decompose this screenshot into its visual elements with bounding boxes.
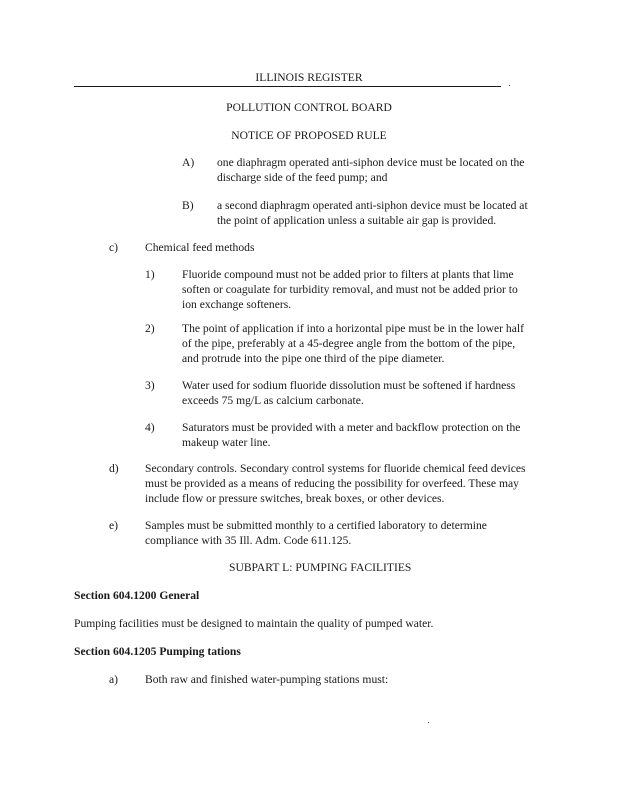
- item-c2-line-3: and protrude into the pipe one third of the pipe diameter.: [182, 352, 445, 365]
- item-c1-line-2: soften or coagulate for turbidity removal, and must not be added prior to: [182, 283, 518, 296]
- item-d-line-3: include flow or pressure switches, break boxes, or other devices.: [145, 492, 445, 505]
- section-1205-a-text: Both raw and finished water-pumping stations must:: [145, 673, 389, 686]
- scan-speck: [509, 85, 510, 86]
- item-c1-line-3: ion exchange softeners.: [182, 298, 292, 311]
- section-1205-a-label: a): [109, 673, 119, 686]
- item-c4-line-2: makeup water line.: [182, 436, 271, 449]
- item-b-line-1: a second diaphragm operated anti-siphon device must be located at: [217, 199, 528, 212]
- register-title: ILLINOIS REGISTER: [255, 71, 363, 84]
- item-a-line-1: one diaphragm operated anti-siphon device must be located on the: [217, 156, 525, 169]
- item-e-label: e): [109, 519, 119, 532]
- item-b-line-2: the point of application unless a suitable air gap is provided.: [217, 214, 497, 227]
- subpart-heading: SUBPART L: PUMPING FACILITIES: [229, 561, 412, 574]
- item-c3-line-1: Water used for sodium fluoride dissolution must be softened if hardness: [182, 379, 516, 392]
- item-c3-label: 3): [145, 379, 155, 392]
- item-c1-label: 1): [145, 268, 155, 281]
- item-c4-line-1: Saturators must be provided with a meter and backflow protection on the: [182, 421, 521, 434]
- item-a-line-2: discharge side of the feed pump; and: [217, 171, 388, 184]
- header-rule: [74, 86, 501, 87]
- scan-speck: [428, 722, 429, 723]
- notice-title: NOTICE OF PROPOSED RULE: [231, 129, 387, 142]
- item-c-text: Chemical feed methods: [145, 241, 255, 254]
- item-c1-line-1: Fluoride compound must not be added prior to filters at plants that lime: [182, 268, 514, 281]
- item-c2-line-2: of the pipe, preferably at a 45-degree angle from the bottom of the pipe,: [182, 337, 516, 350]
- item-d-line-2: must be provided as a means of reducing the possibility for overfeed. These may: [145, 477, 519, 490]
- section-1205-heading: Section 604.1205 Pumping tations: [74, 645, 241, 658]
- item-c-label: c): [109, 241, 119, 254]
- section-1200-heading: Section 604.1200 General: [74, 589, 200, 602]
- board-title: POLLUTION CONTROL BOARD: [226, 101, 392, 114]
- item-e-line-1: Samples must be submitted monthly to a certified laboratory to determine: [145, 519, 487, 532]
- item-d-line-1: Secondary controls. Secondary control systems for fluoride chemical feed devices: [145, 462, 526, 475]
- item-c3-line-2: exceeds 75 mg/L as calcium carbonate.: [182, 394, 364, 407]
- item-c2-label: 2): [145, 322, 155, 335]
- item-c4-label: 4): [145, 421, 155, 434]
- item-a-label: A): [182, 156, 195, 169]
- item-d-label: d): [109, 462, 119, 475]
- item-b-label: B): [182, 199, 194, 212]
- item-e-line-2: compliance with 35 Ill. Adm. Code 611.125.: [145, 534, 352, 547]
- section-1200-body: Pumping facilities must be designed to maintain the quality of pumped water.: [74, 617, 434, 630]
- item-c2-line-1: The point of application if into a horizontal pipe must be in the lower half: [182, 322, 524, 335]
